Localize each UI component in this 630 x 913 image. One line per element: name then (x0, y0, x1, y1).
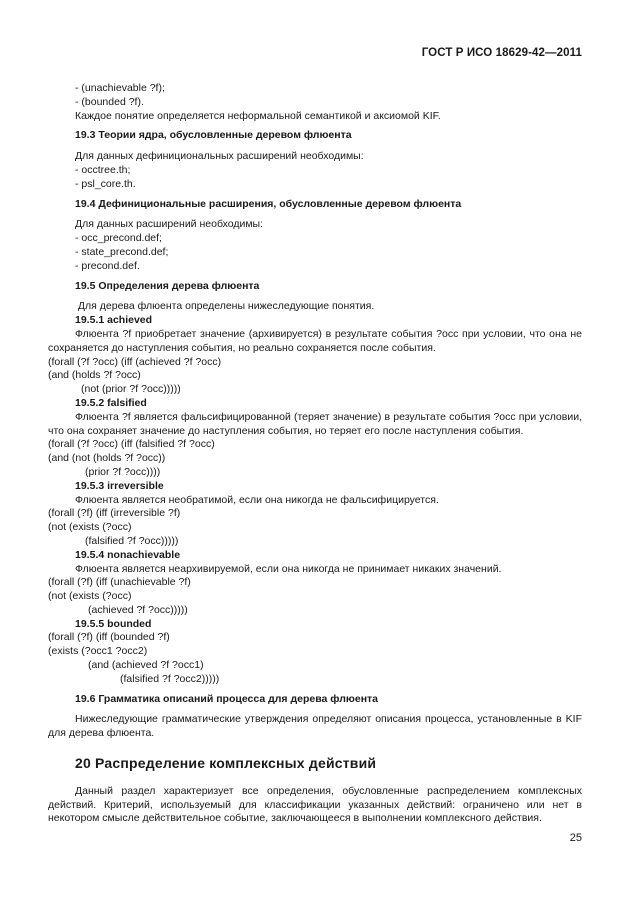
paragraph: Для дерева флюента определены нижеследующие понятия. (75, 300, 375, 313)
code-line: (forall (?f) (iff (bounded ?f) (48, 631, 170, 644)
page-number: 25 (569, 832, 582, 844)
document-header: ГОСТ Р ИСО 18629-42—2011 (421, 47, 582, 59)
paragraph: Каждое понятие определяется неформальной семантикой и аксиомой KIF. (75, 109, 441, 122)
code-line: (forall (?f ?occ) (iff (falsified ?f ?occ) (48, 438, 215, 451)
code-line: (forall (?f ?occ) (iff (achieved ?f ?occ) (48, 355, 222, 368)
list-item: - occ_precond.def; (75, 232, 162, 245)
paragraph: Данный раздел характеризует все определения, обусловленные распределением комплексных действий. Критерий, используемый для классификации указанных действий: ограничено или нет в некотором смысле действительное событие, заключающееся в выполнении комплексного действия. (48, 784, 582, 825)
code-line: (not (prior ?f ?occ))))) (81, 383, 181, 396)
list-item: - occtree.th; (75, 163, 131, 176)
code-line: (exists (?occ1 ?occ2) (48, 645, 148, 658)
code-line: (and (achieved ?f ?occ1) (88, 659, 204, 672)
paragraph: Флюента является необратимой, если она никогда не фальсифицируется. (75, 493, 439, 506)
list-item: - (unachievable ?f); (75, 82, 165, 94)
section-20-heading: 20 Распределение комплексных действий (75, 755, 377, 772)
subsection-achieved-title: 19.5.1 achieved (75, 314, 153, 327)
paragraph: Для данных расширений необходимы: (75, 218, 264, 231)
section-19-6-title: 19.6 Грамматика описаний процесса для дерева флюента (75, 692, 379, 705)
code-line: (achieved ?f ?occ))))) (88, 603, 188, 616)
code-line: (falsified ?f ?occ2))))) (120, 672, 220, 685)
list-item: - precond.def. (75, 259, 140, 272)
section-19-4-title: 19.4 Дефинициональные расширения, обусловленные деревом флюента (75, 197, 462, 210)
list-item: - (bounded ?f). (75, 95, 144, 108)
list-item: - psl_core.th. (75, 177, 136, 190)
code-line: (and (not (holds ?f ?occ)) (48, 452, 166, 465)
subsection-bounded-title: 19.5.5 bounded (75, 617, 152, 630)
list-item: - state_precond.def; (75, 245, 169, 258)
code-line: (not (exists (?occ) (48, 590, 132, 603)
paragraph: Для данных дефинициональных расширений необходимы: (75, 150, 364, 163)
subsection-nonachievable-title: 19.5.4 nonachievable (75, 548, 181, 561)
paragraph: Флюента ?f является фальсифицированной (теряет значение) в результате события ?occ при условии, что она сохраняет значение до наступления события, но теряет его после наступления события. (48, 410, 582, 437)
code-line: (falsified ?f ?occ))))) (85, 534, 179, 547)
code-line: (and (holds ?f ?occ) (48, 369, 141, 382)
paragraph: Нижеследующие грамматические утверждения определяют описания процесса, установленные в KIF для дерева флюента. (48, 713, 582, 740)
paragraph: Флюента является неархивируемой, если она никогда не принимает никаких значений. (75, 562, 502, 575)
code-line: (prior ?f ?occ)))) (85, 465, 161, 478)
section-19-5-title: 19.5 Определения дерева флюента (75, 279, 260, 292)
code-line: (forall (?f) (iff (unachievable ?f) (48, 576, 191, 589)
paragraph: Флюента ?f приобретает значение (архивируется) в результате события ?occ при условии, что она не сохраняется до наступления события, но реально сохраняется после события. (48, 327, 582, 354)
section-19-3-title: 19.3 Теории ядра, обусловленные деревом флюента (75, 129, 352, 142)
page-body (48, 82, 582, 826)
subsection-irreversible-title: 19.5.3 irreversible (75, 479, 164, 492)
code-line: (forall (?f) (iff (irreversible ?f) (48, 507, 181, 520)
code-line: (not (exists (?occ) (48, 521, 132, 534)
subsection-falsified-title: 19.5.2 falsified (75, 396, 147, 409)
